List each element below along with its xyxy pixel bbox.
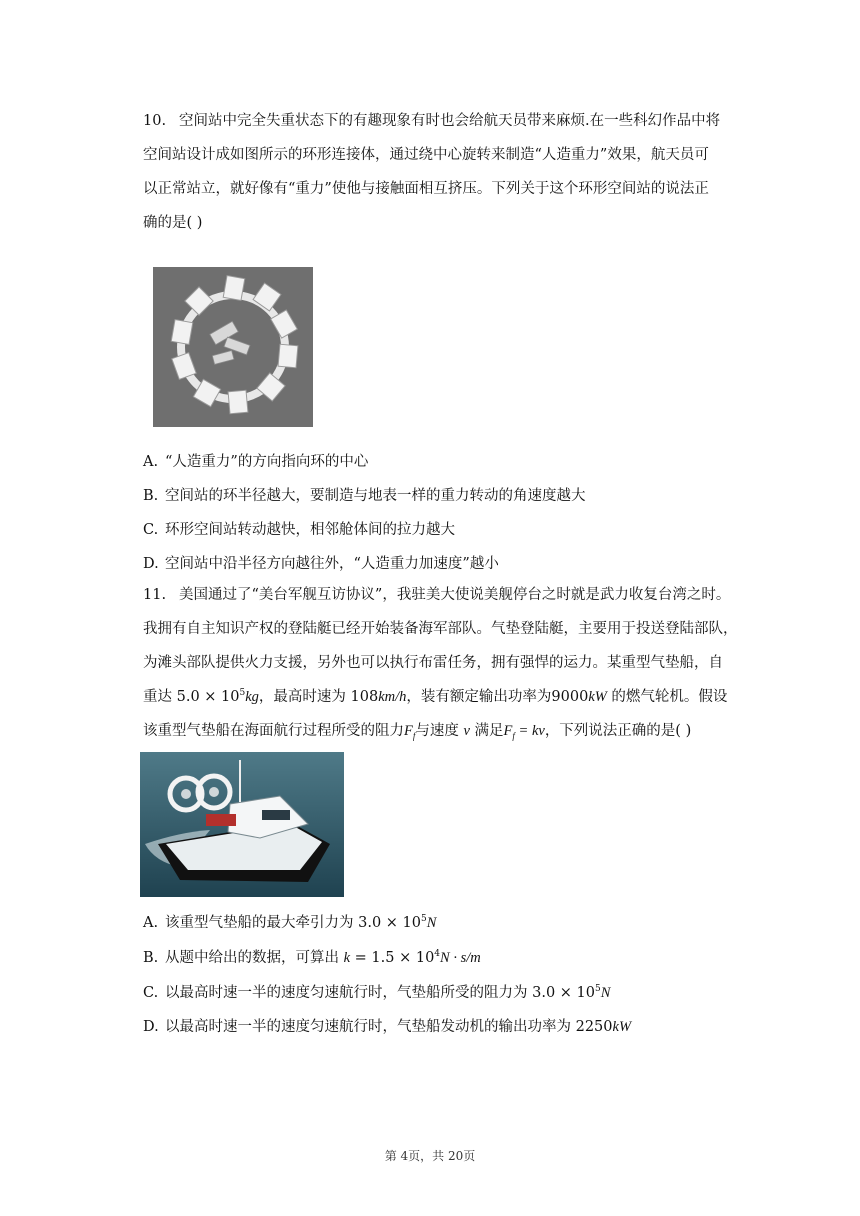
q10-line-2: 空间站设计成如图所示的环形连接体，通过绕中心旋转来制造“人造重力”效果，航天员可: [143, 147, 709, 163]
q11-line-5: 该重型气垫船在海面航行过程所受的阻力$F_f$与速度 v 满足$F_f$ = kv，下列说法正确的是( ): [143, 723, 692, 741]
q10-option-d: D. 空间站中沿半径方向越往外，“人造重力加速度”越小: [143, 556, 499, 572]
q11-line-2: 我拥有自主知识产权的登陆艇已经开始装备海军部队。气垫登陆艇，主要用于投送登陆部队，: [143, 621, 738, 637]
q11-line-1: 11. 美国通过了“美台军舰互访协议”，我驻美大使说美舰停台之时就是武力收复台湾之时。: [143, 578, 763, 612]
page-footer: 第 4页，共 20页: [384, 1149, 476, 1163]
q11-number: 11.: [143, 587, 167, 603]
q10-option-a: A. “人造重力”的方向指向环的中心: [143, 454, 369, 470]
q10-line-3: 以正常站立，就好像有“重力”使他与接触面相互挤压。下列关于这个环形空间站的说法正: [143, 181, 709, 197]
q10-line-1: 10. 空间站中完全失重状态下的有趣现象有时也会给航天员带来麻烦.在一些科幻作品中将: [143, 104, 763, 138]
q10-number: 10.: [143, 113, 167, 129]
q10-line-4: 确的是( ): [143, 215, 203, 231]
q11-line-3: 为滩头部队提供火力支援，另外也可以执行布雷任务，拥有强悍的运力。某重型气垫船，自: [143, 655, 723, 671]
ring-space-station-image: [153, 267, 313, 427]
q11-option-c: C. 以最高时速一半的速度匀速航行时，气垫船所受的阻力为 $3.0 \times 10^5N$: [143, 984, 611, 1001]
q10-option-b: B. 空间站的环半径越大，要制造与地表一样的重力转动的角速度越大: [143, 488, 586, 504]
question-11: [143, 578, 763, 748]
q11-option-b: B. 从题中给出的数据，可算出 $k = 1.5 \times 10^4N \cdot s/m$: [143, 949, 481, 966]
q11-option-a: A. 该重型气垫船的最大牵引力为 $3.0 \times 10^5N$: [143, 914, 437, 931]
hovercraft-image: [140, 752, 344, 897]
q11-line-4: 重达 $5.0 \times 10^5kg$，最高时速为 108km/h，装有额定输出功率为9000kW 的燃气轮机。假设: [143, 688, 728, 705]
question-10: [143, 104, 763, 240]
q10-option-c: C. 环形空间站转动越快，相邻舱体间的拉力越大: [143, 522, 455, 538]
q11-option-d: D. 以最高时速一半的速度匀速航行时，气垫船发动机的输出功率为 2250kW: [143, 1019, 632, 1035]
